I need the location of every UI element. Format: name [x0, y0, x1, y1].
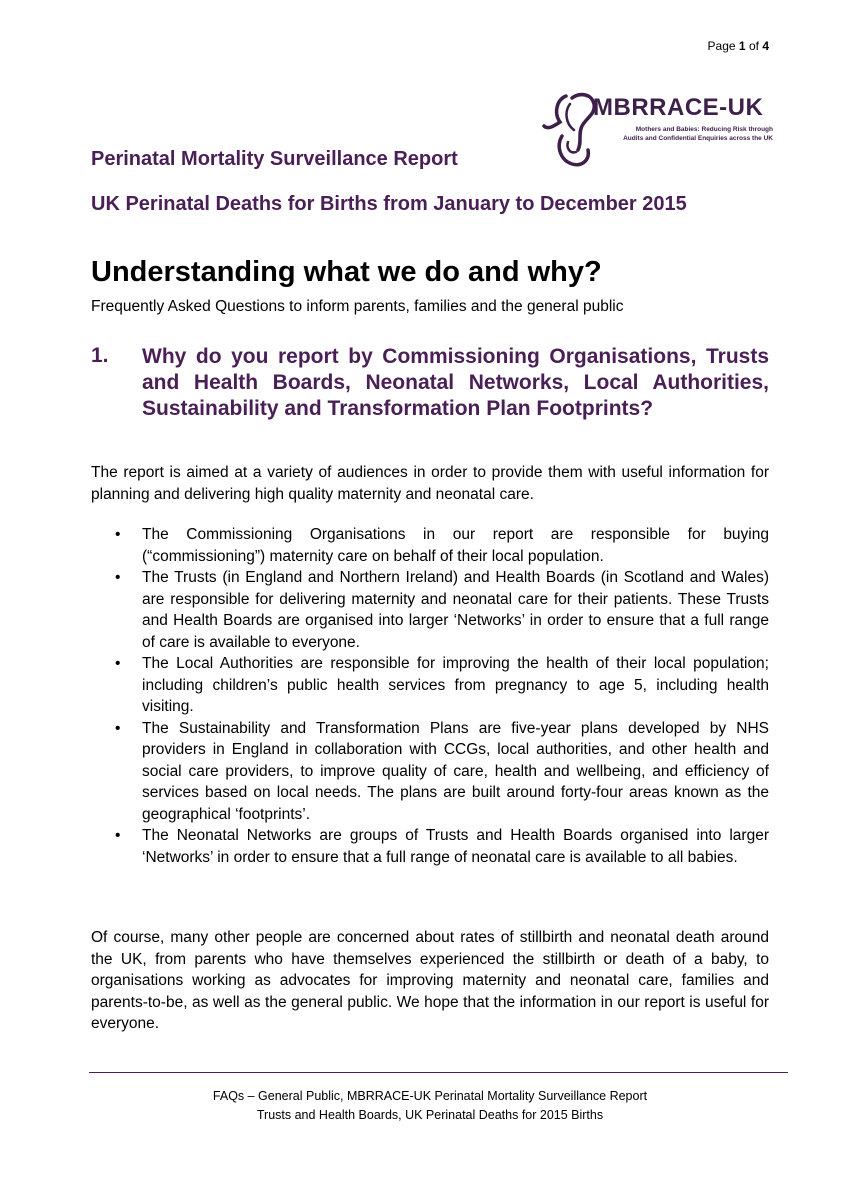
- report-subtitle: UK Perinatal Deaths for Births from January to December 2015: [91, 193, 687, 215]
- page-heading: Understanding what we do and why?: [91, 256, 602, 288]
- page-of: of: [748, 39, 759, 53]
- bullet-text: The Sustainability and Transformation Plans are five-year plans developed by NHS providers in England in collaboration with CCGs, local authorities, and other health and social care providers, to improve quality of care, health and wellbeing, and efficiency of services based on local needs. The plans are built around forty-four areas known as the geographical ‘footprints’.: [142, 719, 769, 823]
- bullet-icon: •: [115, 655, 121, 672]
- bullet-text: The Neonatal Networks are groups of Trusts and Health Boards organised into larger ‘Networks’ in order to ensure that a full range of neonatal care is available to all babies.: [142, 827, 769, 866]
- list-item: [91, 524, 769, 567]
- page-total: 4: [762, 39, 769, 53]
- question-text: Why do you report by Commissioning Organisations, Trusts and Health Boards, Neonatal Networks, Local Authorities, Sustainability and Transformation Plan Footprints?: [142, 345, 769, 420]
- logo-wordmark: MBRRACE-UK: [593, 94, 764, 121]
- logo-tagline-line-2: Audits and Confidential Enquiries across the UK: [623, 135, 773, 142]
- bullet-text: The Commissioning Organisations in our report are responsible for buying (“commissioning”) maternity care on behalf of their local population.: [142, 526, 769, 565]
- list-item: [91, 653, 769, 718]
- intro-paragraph: The report is aimed at a variety of audiences in order to provide them with useful information for planning and delivering high quality maternity and neonatal care.: [91, 464, 769, 503]
- bullet-icon: •: [115, 526, 121, 543]
- bullet-icon: •: [115, 719, 121, 737]
- list-item: [91, 718, 769, 826]
- mbrrace-logo: [536, 90, 772, 170]
- question-number: 1.: [91, 344, 109, 367]
- bullet-text: The Local Authorities are responsible for improving the health of their local population; including children’s public health services from pregnancy to age 5, including health visiting.: [142, 655, 769, 715]
- bullet-text: The Trusts (in England and Northern Ireland) and Health Boards (in Scotland and Wales) are responsible for delivering maternity and neonatal care for their patients. These Trusts and Health Boards are organised into larger ‘Networks’ in order to ensure that a full range of care is available to everyone.: [142, 569, 769, 651]
- footer-line-1: FAQs – General Public, MBRRACE-UK Perinatal Mortality Surveillance Report: [212, 1089, 648, 1103]
- page-number: [708, 39, 769, 53]
- report-title: Perinatal Mortality Surveillance Report: [91, 148, 458, 170]
- closing-paragraph: Of course, many other people are concerned about rates of stillbirth and neonatal death around the UK, from parents who have themselves experienced the stillbirth or death of a baby, to organisations working as advocates for improving maternity and neonatal care, families and parents-to-be, as well as the general public. We hope that the information in our report is useful for everyone.: [91, 929, 769, 1032]
- footer-line-2: Trusts and Health Boards, UK Perinatal Deaths for 2015 Births: [256, 1108, 604, 1122]
- list-item: [91, 567, 769, 653]
- bullet-list: [91, 524, 769, 868]
- logo-tagline: [623, 125, 773, 143]
- footer-divider: [89, 1072, 788, 1073]
- page-label: Page: [707, 39, 736, 53]
- list-item: [91, 825, 769, 868]
- page-current: 1: [738, 39, 746, 53]
- bullet-icon: •: [115, 827, 121, 844]
- page-subheading: Frequently Asked Questions to inform parents, families and the general public: [91, 298, 624, 315]
- question-heading: [91, 344, 769, 422]
- page-footer: [91, 1087, 769, 1125]
- logo-tagline-line-1: Mothers and Babies: Reducing Risk through: [635, 126, 773, 133]
- bullet-icon: •: [115, 569, 121, 586]
